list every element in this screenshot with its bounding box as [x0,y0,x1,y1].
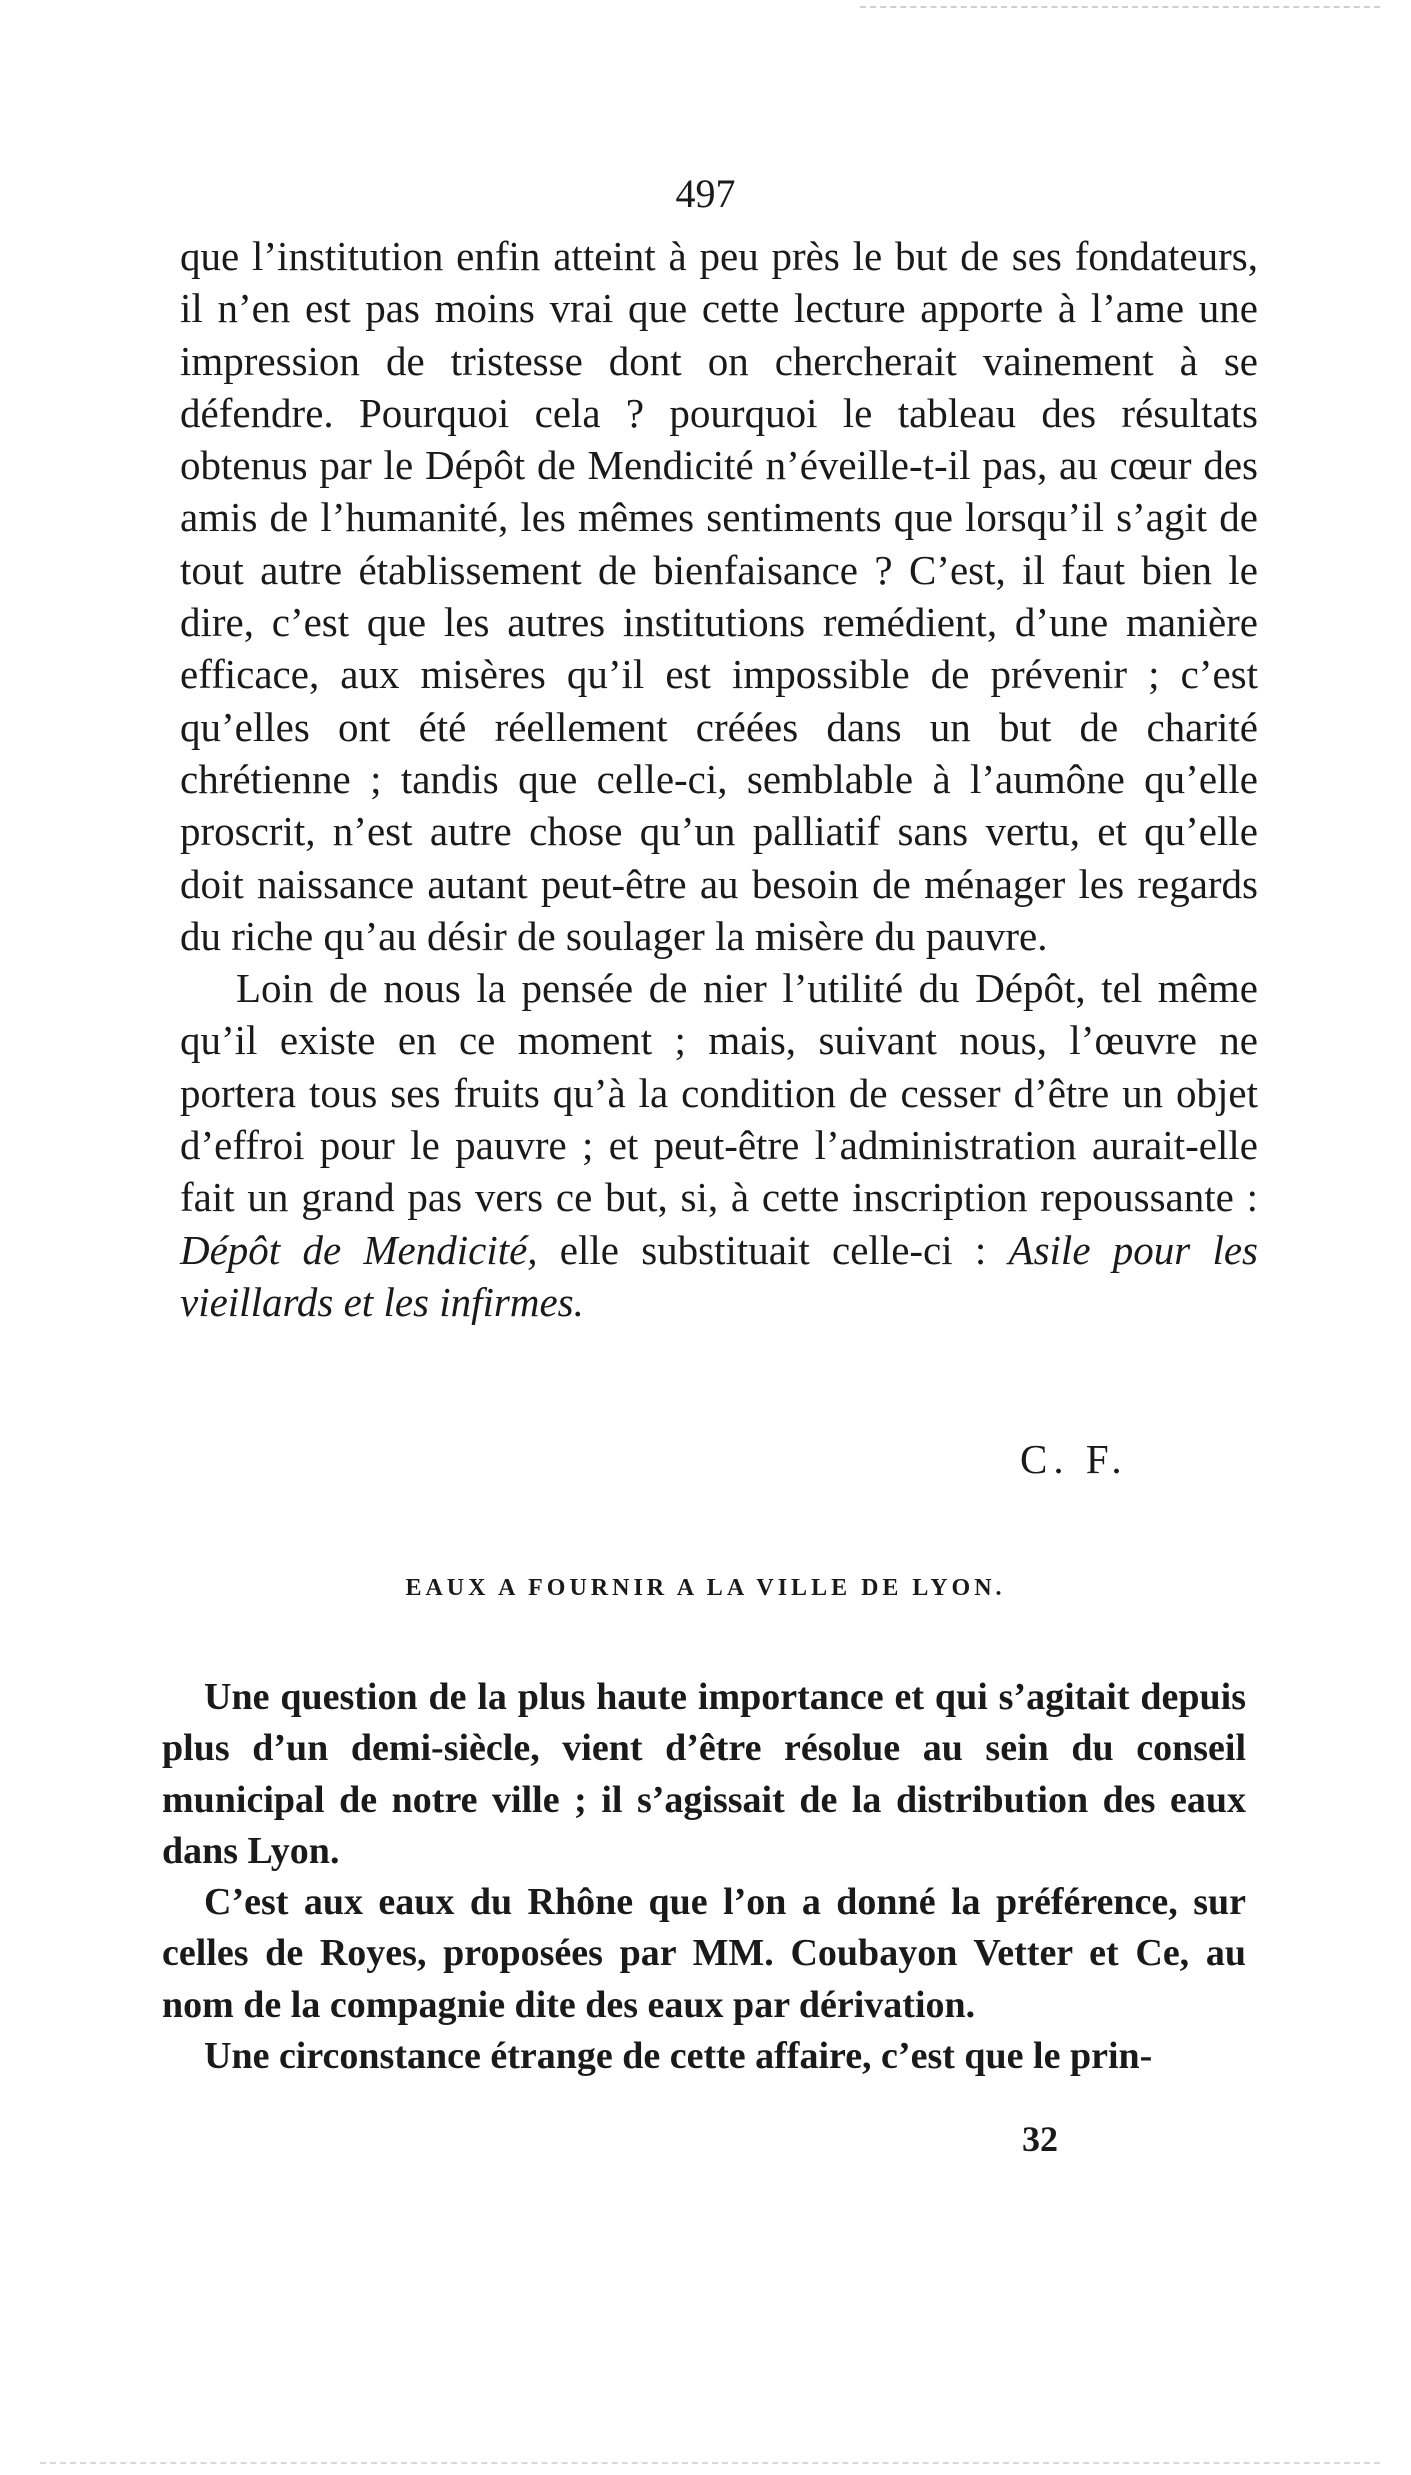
italic-inscription: Asile pour les vieillards et les infirmes. [180,1226,1258,1325]
bottom-edge-rule [40,2462,1380,2464]
author-signature: C. F. [1020,1436,1128,1482]
paragraph: Une circonstance étrange de cette affaire, c’est que le prin- [204,2035,1153,2078]
article-mendicite [180,230,1258,1328]
signature-mark: 32 [1022,2119,1058,2159]
paragraph-text: Loin de nous la pensée de nier l’utilité du Dépôt, tel même qu’il existe en ce moment ; mais, suivant nous, l’œuvre ne portera tous ses fruits qu’à la condition de cesser d’être un objet d’effroi pour le pauvre ; et peut-être l’administration aurait-elle fait un grand pas vers ce but, si, à cette inscription repoussante : [180,965,1258,1221]
article-eaux-lyon [162,1672,1246,2082]
paragraph: que l’institution enfin atteint à peu près le but de ses fondateurs, il n’en est pas moins vrai que cette lecture apporte à l’ame une impression de tristesse dont on chercherait vainement à se défendre. Pourquoi cela ? pourquoi le tableau des résultats obtenus par le Dépôt de Mendicité n’éveille-t-il pas, au cœur des amis de l’humanité, les mêmes sentiments que lorsqu’il s’agit de tout autre établissement de bienfaisance ? C’est, il faut bien le dire, c’est que les autres institutions remédient, d’une manière efficace, aux misères qu’il est impossible de prévenir ; c’est qu’elles ont été réellement créées dans un but de charité chrétienne ; tandis que celle-ci, semblable à l’aumône qu’elle proscrit, n’est autre chose qu’un palliatif sans vertu, et qu’elle doit naissance autant peut-être au besoin de ménager les regards du riche qu’au désir de soulager la misère du pauvre. [180,233,1258,959]
paragraph [180,962,1258,1328]
top-edge-rule [860,6,1380,8]
paragraph-text: elle substituait celle-ci : [537,1226,987,1273]
page-number: 497 [675,171,736,216]
italic-inscription: Dépôt de Mendicité, [180,1226,538,1273]
paragraph: Une question de la plus haute importance et qui s’agitait depuis plus d’un demi-siècle, vient d’être résolue au sein du conseil municipal de notre ville ; il s’agissait de la distribution des eaux dans Lyon. [162,1676,1246,1872]
section-title: EAUX A FOURNIR A LA VILLE DE LYON. [405,1575,1006,1601]
paragraph: C’est aux eaux du Rhône que l’on a donné la préférence, sur celles de Royes, proposées par MM. Coubayon Vetter et Ce, au nom de la compagnie dite des eaux par dérivation. [162,1881,1246,2026]
